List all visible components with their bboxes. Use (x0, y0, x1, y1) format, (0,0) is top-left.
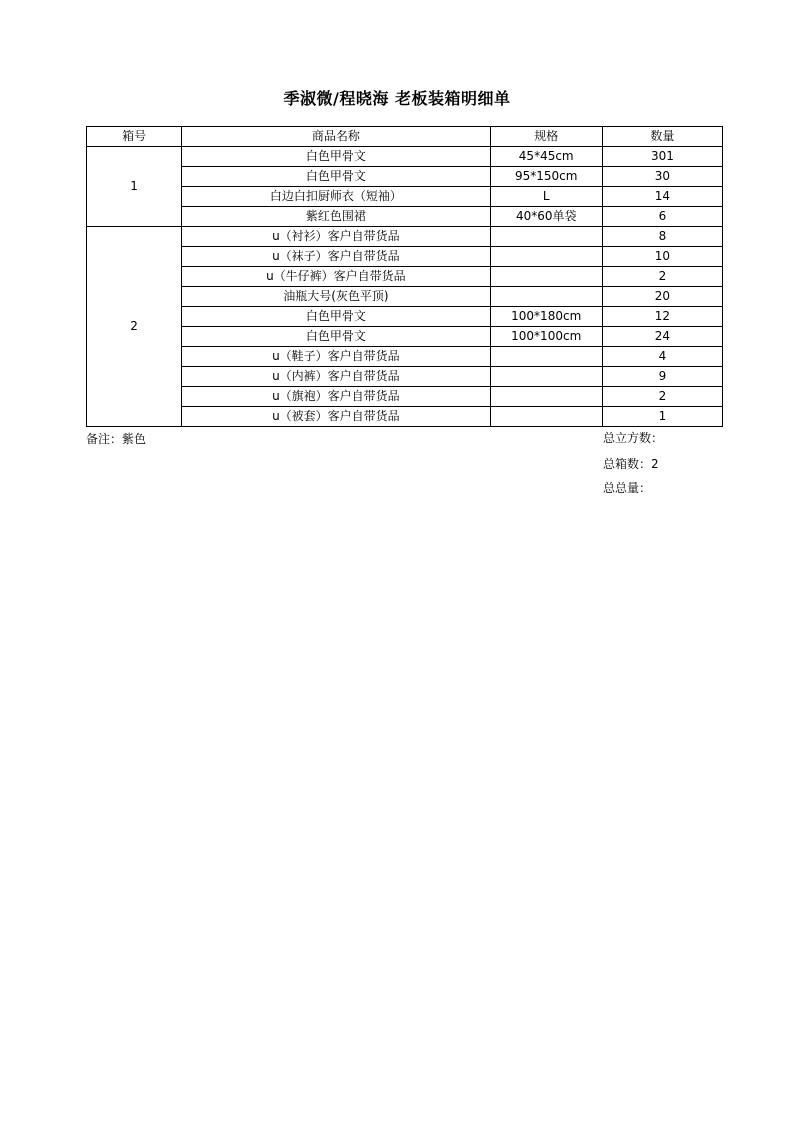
specification-cell (490, 387, 602, 407)
table-row (87, 207, 723, 227)
quantity-cell: 24 (602, 327, 722, 347)
quantity-cell: 4 (602, 347, 722, 367)
box-number-cell: 1 (87, 147, 182, 227)
product-name-cell: u（内裤）客户自带货品 (182, 367, 490, 387)
table-body (87, 147, 723, 427)
quantity-cell: 8 (602, 227, 722, 247)
specification-cell: 45*45cm (490, 147, 602, 167)
table-row (87, 187, 723, 207)
table-row (87, 147, 723, 167)
remark-note: 备注：紫色 (86, 432, 147, 446)
specification-cell: 40*60单袋 (490, 207, 602, 227)
product-name-cell: u（牛仔裤）客户自带货品 (182, 267, 490, 287)
table-row (87, 247, 723, 267)
table-row (87, 167, 723, 187)
specification-cell (490, 407, 602, 427)
table-header-row (87, 127, 723, 147)
product-name-cell: u（被套）客户自带货品 (182, 407, 490, 427)
box-number-cell: 2 (87, 227, 182, 427)
header-quantity: 数量 (602, 127, 722, 147)
specification-cell: 100*100cm (490, 327, 602, 347)
table-row (87, 267, 723, 287)
product-name-cell: 白边白扣厨师衣（短袖） (182, 187, 490, 207)
quantity-cell: 2 (602, 387, 722, 407)
header-box-number: 箱号 (87, 127, 182, 147)
specification-cell: L (490, 187, 602, 207)
table-row (87, 347, 723, 367)
specification-cell (490, 367, 602, 387)
table-row (87, 367, 723, 387)
quantity-cell: 14 (602, 187, 722, 207)
header-product-name: 商品名称 (182, 127, 490, 147)
total-volume: 总立方数： (603, 431, 664, 445)
quantity-cell: 301 (602, 147, 722, 167)
packing-list-table (86, 126, 723, 427)
product-name-cell: 油瓶大号(灰色平顶) (182, 287, 490, 307)
page-title: 季淑微/程晓海 老板装箱明细单 (283, 89, 511, 108)
quantity-cell: 20 (602, 287, 722, 307)
product-name-cell: 白色甲骨文 (182, 167, 490, 187)
table-row (87, 227, 723, 247)
specification-cell: 100*180cm (490, 307, 602, 327)
total-quantity: 总总量： (603, 481, 652, 495)
specification-cell (490, 247, 602, 267)
product-name-cell: u（袜子）客户自带货品 (182, 247, 490, 267)
product-name-cell: 白色甲骨文 (182, 327, 490, 347)
quantity-cell: 1 (602, 407, 722, 427)
specification-cell (490, 267, 602, 287)
quantity-cell: 9 (602, 367, 722, 387)
table-row (87, 327, 723, 347)
product-name-cell: 白色甲骨文 (182, 307, 490, 327)
product-name-cell: 白色甲骨文 (182, 147, 490, 167)
product-name-cell: u（鞋子）客户自带货品 (182, 347, 490, 367)
table-row (87, 407, 723, 427)
quantity-cell: 12 (602, 307, 722, 327)
quantity-cell: 6 (602, 207, 722, 227)
product-name-cell: u（衬衫）客户自带货品 (182, 227, 490, 247)
specification-cell: 95*150cm (490, 167, 602, 187)
table-row (87, 307, 723, 327)
total-box-count: 总箱数：2 (603, 457, 659, 471)
header-specification: 规格 (490, 127, 602, 147)
table-row (87, 387, 723, 407)
specification-cell (490, 347, 602, 367)
quantity-cell: 30 (602, 167, 722, 187)
specification-cell (490, 287, 602, 307)
specification-cell (490, 227, 602, 247)
table-row (87, 287, 723, 307)
product-name-cell: u（旗袍）客户自带货品 (182, 387, 490, 407)
quantity-cell: 2 (602, 267, 722, 287)
quantity-cell: 10 (602, 247, 722, 267)
product-name-cell: 紫红色围裙 (182, 207, 490, 227)
